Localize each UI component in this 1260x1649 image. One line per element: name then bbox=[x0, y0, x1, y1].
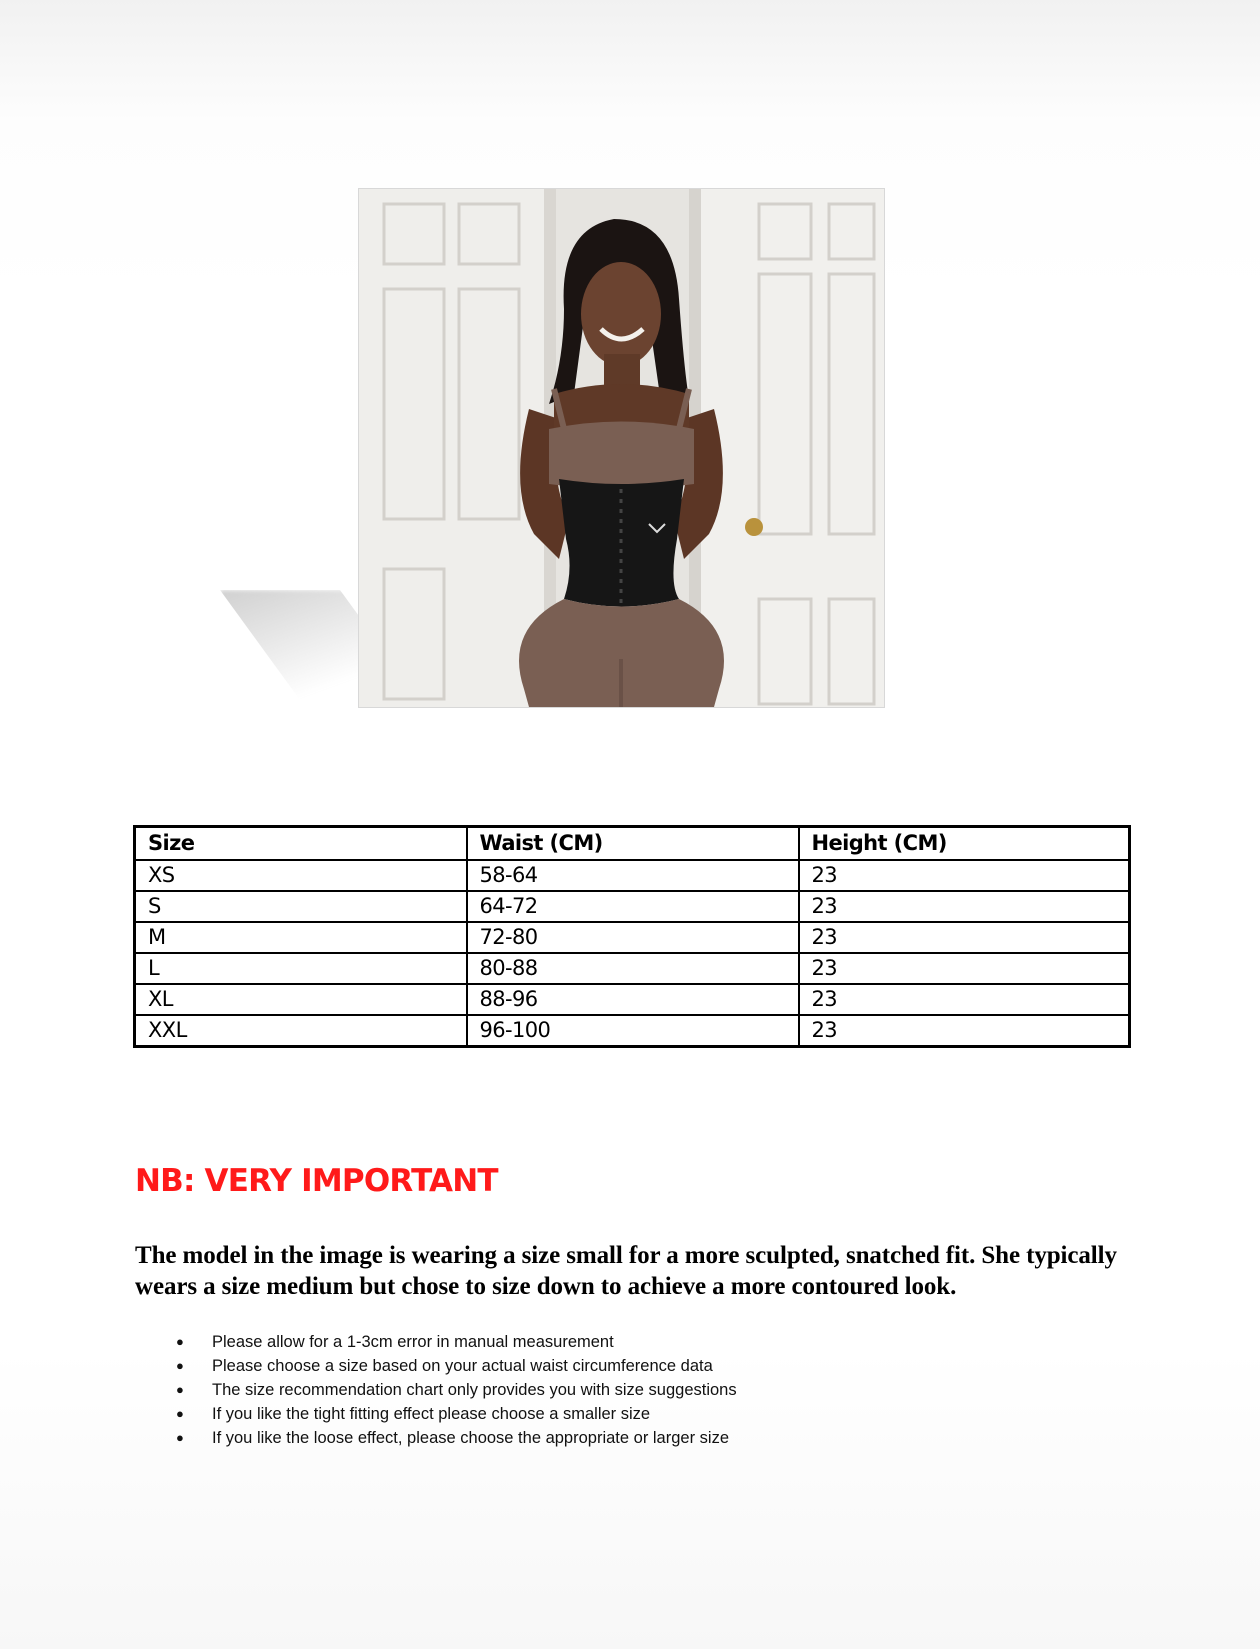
column-header-size: Size bbox=[135, 827, 467, 861]
bullet-icon: ● bbox=[176, 1334, 184, 1349]
table-row bbox=[135, 860, 1130, 891]
bullet-icon: ● bbox=[176, 1430, 184, 1445]
waist-cell: 64-72 bbox=[467, 891, 799, 922]
height-cell: 23 bbox=[799, 860, 1130, 891]
table-header-row bbox=[135, 827, 1130, 861]
height-cell: 23 bbox=[799, 891, 1130, 922]
waist-cell: 58-64 bbox=[467, 860, 799, 891]
column-header-height: Height (CM) bbox=[799, 827, 1130, 861]
waist-cell: 80-88 bbox=[467, 953, 799, 984]
tip-text: Please choose a size based on your actual waist circumference data bbox=[212, 1357, 713, 1375]
height-cell: 23 bbox=[799, 1015, 1130, 1047]
size-cell: M bbox=[135, 922, 467, 953]
list-item bbox=[172, 1402, 737, 1426]
height-cell: 23 bbox=[799, 953, 1130, 984]
size-cell: L bbox=[135, 953, 467, 984]
bullet-icon: ● bbox=[176, 1406, 184, 1421]
tip-text: If you like the tight fitting effect please choose a smaller size bbox=[212, 1405, 651, 1423]
list-item bbox=[172, 1426, 737, 1450]
bullet-icon: ● bbox=[176, 1358, 184, 1373]
waist-cell: 72-80 bbox=[467, 922, 799, 953]
tip-text: Please allow for a 1-3cm error in manual measurement bbox=[212, 1333, 614, 1351]
size-cell: XL bbox=[135, 984, 467, 1015]
waist-cell: 96-100 bbox=[467, 1015, 799, 1047]
table-row bbox=[135, 891, 1130, 922]
height-cell: 23 bbox=[799, 922, 1130, 953]
important-notice-title: NB: VERY IMPORTANT bbox=[135, 1163, 498, 1199]
sizing-tips-list bbox=[172, 1330, 737, 1450]
tip-text: The size recommendation chart only provides you with size suggestions bbox=[212, 1381, 737, 1399]
size-cell: XS bbox=[135, 860, 467, 891]
table-row bbox=[135, 984, 1130, 1015]
list-item bbox=[172, 1378, 737, 1402]
list-item bbox=[172, 1354, 737, 1378]
model-wearing-waist-trainer-image bbox=[359, 189, 884, 707]
height-cell: 23 bbox=[799, 984, 1130, 1015]
list-item bbox=[172, 1330, 737, 1354]
size-cell: XXL bbox=[135, 1015, 467, 1047]
bullet-icon: ● bbox=[176, 1382, 184, 1397]
size-chart-table bbox=[133, 825, 1131, 1048]
table-row bbox=[135, 1015, 1130, 1047]
model-size-note: The model in the image is wearing a size small for a more sculpted, snatched fit. She typically wears a size medium but chose to size down to achieve a more contoured look. bbox=[135, 1242, 1117, 1300]
product-photo bbox=[358, 188, 885, 708]
column-header-waist: Waist (CM) bbox=[467, 827, 799, 861]
size-cell: S bbox=[135, 891, 467, 922]
table-row bbox=[135, 922, 1130, 953]
table-row bbox=[135, 953, 1130, 984]
tip-text: If you like the loose effect, please choose the appropriate or larger size bbox=[212, 1429, 730, 1447]
waist-cell: 88-96 bbox=[467, 984, 799, 1015]
